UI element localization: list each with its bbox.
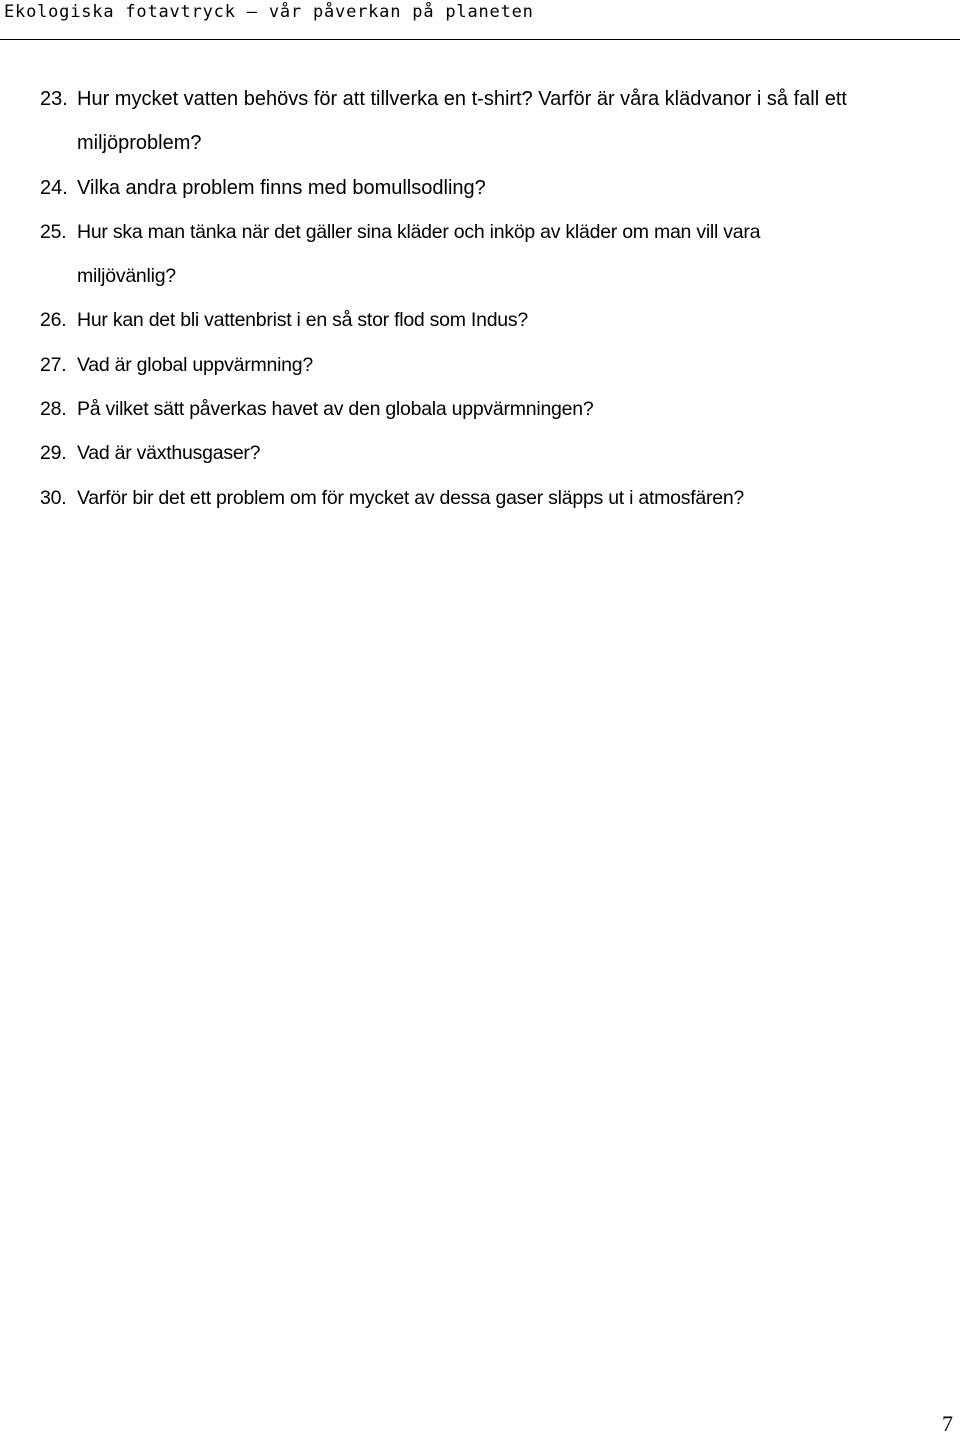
question-number: 23. (40, 88, 68, 110)
question-text-line: Vad är växthusgaser? (77, 442, 261, 465)
question-item (40, 210, 940, 299)
question-number: 25. (40, 220, 67, 243)
question-item (40, 476, 940, 520)
question-text-line: miljövänlig? (77, 265, 176, 288)
question-text-line: Hur mycket vatten behövs för att tillverka en t-shirt? Varför är våra klädvanor i så fall ett (77, 88, 847, 110)
question-number: 30. (40, 486, 67, 509)
question-number: 24. (40, 176, 68, 199)
question-text-line: Vilka andra problem finns med bomullsodling? (77, 176, 486, 199)
page-number: 7 (942, 1411, 953, 1436)
question-text-line: På vilket sätt påverkas havet av den globala uppvärmningen? (77, 398, 594, 421)
question-item (40, 431, 940, 475)
question-text-line: Hur ska man tänka när det gäller sina kläder och inköp av kläder om man vill vara (77, 220, 761, 243)
question-text-line: Varför bir det ett problem om för mycket av dessa gaser släpps ut i atmosfären? (77, 486, 745, 509)
running-header-title: Ekologiska fotavtryck – vår påverkan på planeten (4, 2, 534, 22)
question-item (40, 387, 940, 431)
header-divider (0, 39, 960, 40)
question-list (40, 77, 940, 520)
question-item (40, 77, 940, 166)
question-number: 26. (40, 309, 67, 332)
question-item (40, 343, 940, 387)
question-number: 29. (40, 442, 67, 465)
question-text-line: Hur kan det bli vattenbrist i en så stor flod som Indus? (77, 309, 528, 332)
question-number: 28. (40, 398, 67, 421)
question-item (40, 166, 940, 210)
question-item (40, 298, 940, 342)
question-number: 27. (40, 353, 67, 376)
question-text-line: miljöproblem? (77, 132, 202, 155)
question-text-line: Vad är global uppvärmning? (77, 353, 313, 376)
